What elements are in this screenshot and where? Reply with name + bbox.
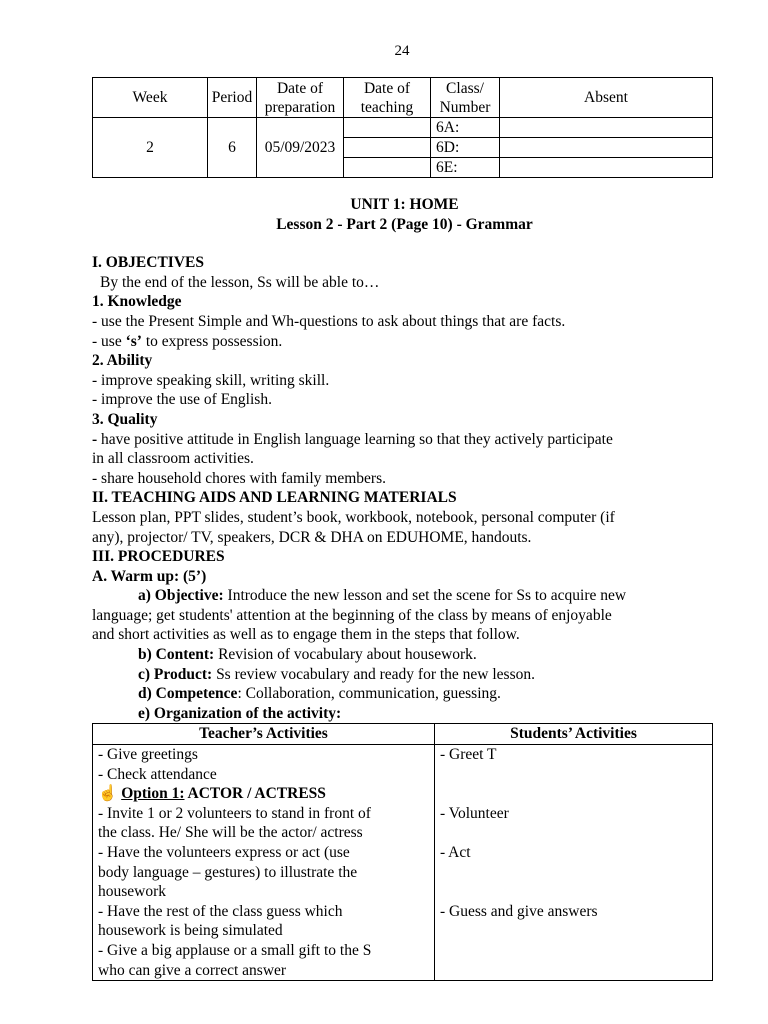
header-date-teaching: Date of teaching	[344, 78, 431, 118]
cell-absent	[500, 118, 713, 138]
students-activities-header: Students’ Activities	[435, 724, 713, 745]
ability-heading: 2. Ability	[92, 352, 153, 370]
page-number: 24	[394, 43, 410, 59]
cell-date-teaching	[344, 138, 431, 158]
header-class-number: Class/ Number	[431, 78, 500, 118]
objectives-intro: By the end of the lesson, Ss will be able to…	[100, 273, 380, 291]
cell-week: 2	[93, 118, 208, 178]
objective-line: a) Objective: Introduce the new lesson and set the scene for Ss to acquire new	[138, 587, 627, 605]
product-line: c) Product: Ss review vocabulary and ready for the new lesson.	[138, 665, 536, 683]
lesson-content	[92, 195, 717, 981]
knowledge-item: - use the Present Simple and Wh-questions to ask about things that are facts.	[92, 312, 566, 330]
cell-period: 6	[208, 118, 257, 178]
header-absent: Absent	[500, 78, 713, 118]
lesson-title: Lesson 2 - Part 2 (Page 10) - Grammar	[276, 215, 533, 233]
quality-item: - have positive attitude in English language learning so that they actively participate	[92, 430, 613, 448]
activity-table	[92, 723, 713, 981]
header-week: Week	[93, 78, 208, 118]
cell-class: 6D:	[431, 138, 500, 158]
quality-heading: 3. Quality	[92, 410, 158, 428]
cell-absent	[500, 158, 713, 178]
knowledge-item: - use ‘s’ to express possession.	[92, 332, 283, 350]
teacher-activities-header: Teacher’s Activities	[93, 724, 435, 745]
quality-item: - share household chores with family members.	[92, 469, 386, 487]
cell-absent	[500, 138, 713, 158]
cell-class: 6A:	[431, 118, 500, 138]
header-period: Period	[208, 78, 257, 118]
teacher-activities-cell: - Give greetings - Check attendance ☝ Option 1: ACTOR / ACTRESS - Invite 1 or 2 volunteers to stand in front of the class. He/ She will be the actor/ actress - Have the volunteers express or act (use body language – gestures) to illustrate the housework - Have the rest of the class guess which housework is being simulated - Give a big applause or a small gift to the S who can give a correct answer	[93, 745, 435, 981]
quality-item-continued: in all classroom activities.	[92, 450, 254, 468]
cell-class: 6E:	[431, 158, 500, 178]
ability-item: - improve speaking skill, writing skill.	[92, 371, 330, 389]
objectives-heading: I. OBJECTIVES	[92, 254, 204, 272]
competence-line: d) Competence: Collaboration, communication, guessing.	[138, 685, 501, 703]
procedures-heading: III. PROCEDURES	[92, 548, 225, 566]
organization-line: e) Organization of the activity:	[138, 704, 342, 722]
teaching-aids-heading: II. TEACHING AIDS AND LEARNING MATERIALS	[92, 489, 457, 507]
unit-title: UNIT 1: HOME	[350, 196, 459, 213]
students-activities-cell: - Greet T - Volunteer - Act - Guess and give answers	[435, 745, 713, 981]
pointing-hand-icon: ☝	[98, 785, 118, 803]
teaching-aids-text: any), projector/ TV, speakers, DCR & DHA on EDUHOME, handouts.	[92, 528, 532, 546]
cell-date-teaching	[344, 118, 431, 138]
ability-item: - improve the use of English.	[92, 391, 272, 409]
option-1-heading: ☝ Option 1: ACTOR / ACTRESS	[98, 785, 326, 803]
objective-line-continued: language; get students' attention at the beginning of the class by means of enjoyable	[92, 606, 612, 624]
objective-line-continued: and short activities as well as to engage them in the steps that follow.	[92, 626, 520, 644]
lesson-info-table	[92, 77, 713, 178]
knowledge-heading: 1. Knowledge	[92, 293, 182, 311]
cell-date-preparation: 05/09/2023	[257, 118, 344, 178]
cell-date-teaching	[344, 158, 431, 178]
content-line: b) Content: Revision of vocabulary about housework.	[138, 646, 477, 664]
teaching-aids-text: Lesson plan, PPT slides, student’s book, workbook, notebook, personal computer (if	[92, 508, 615, 526]
header-date-preparation: Date of preparation	[257, 78, 344, 118]
warmup-heading: A. Warm up: (5’)	[92, 567, 207, 585]
